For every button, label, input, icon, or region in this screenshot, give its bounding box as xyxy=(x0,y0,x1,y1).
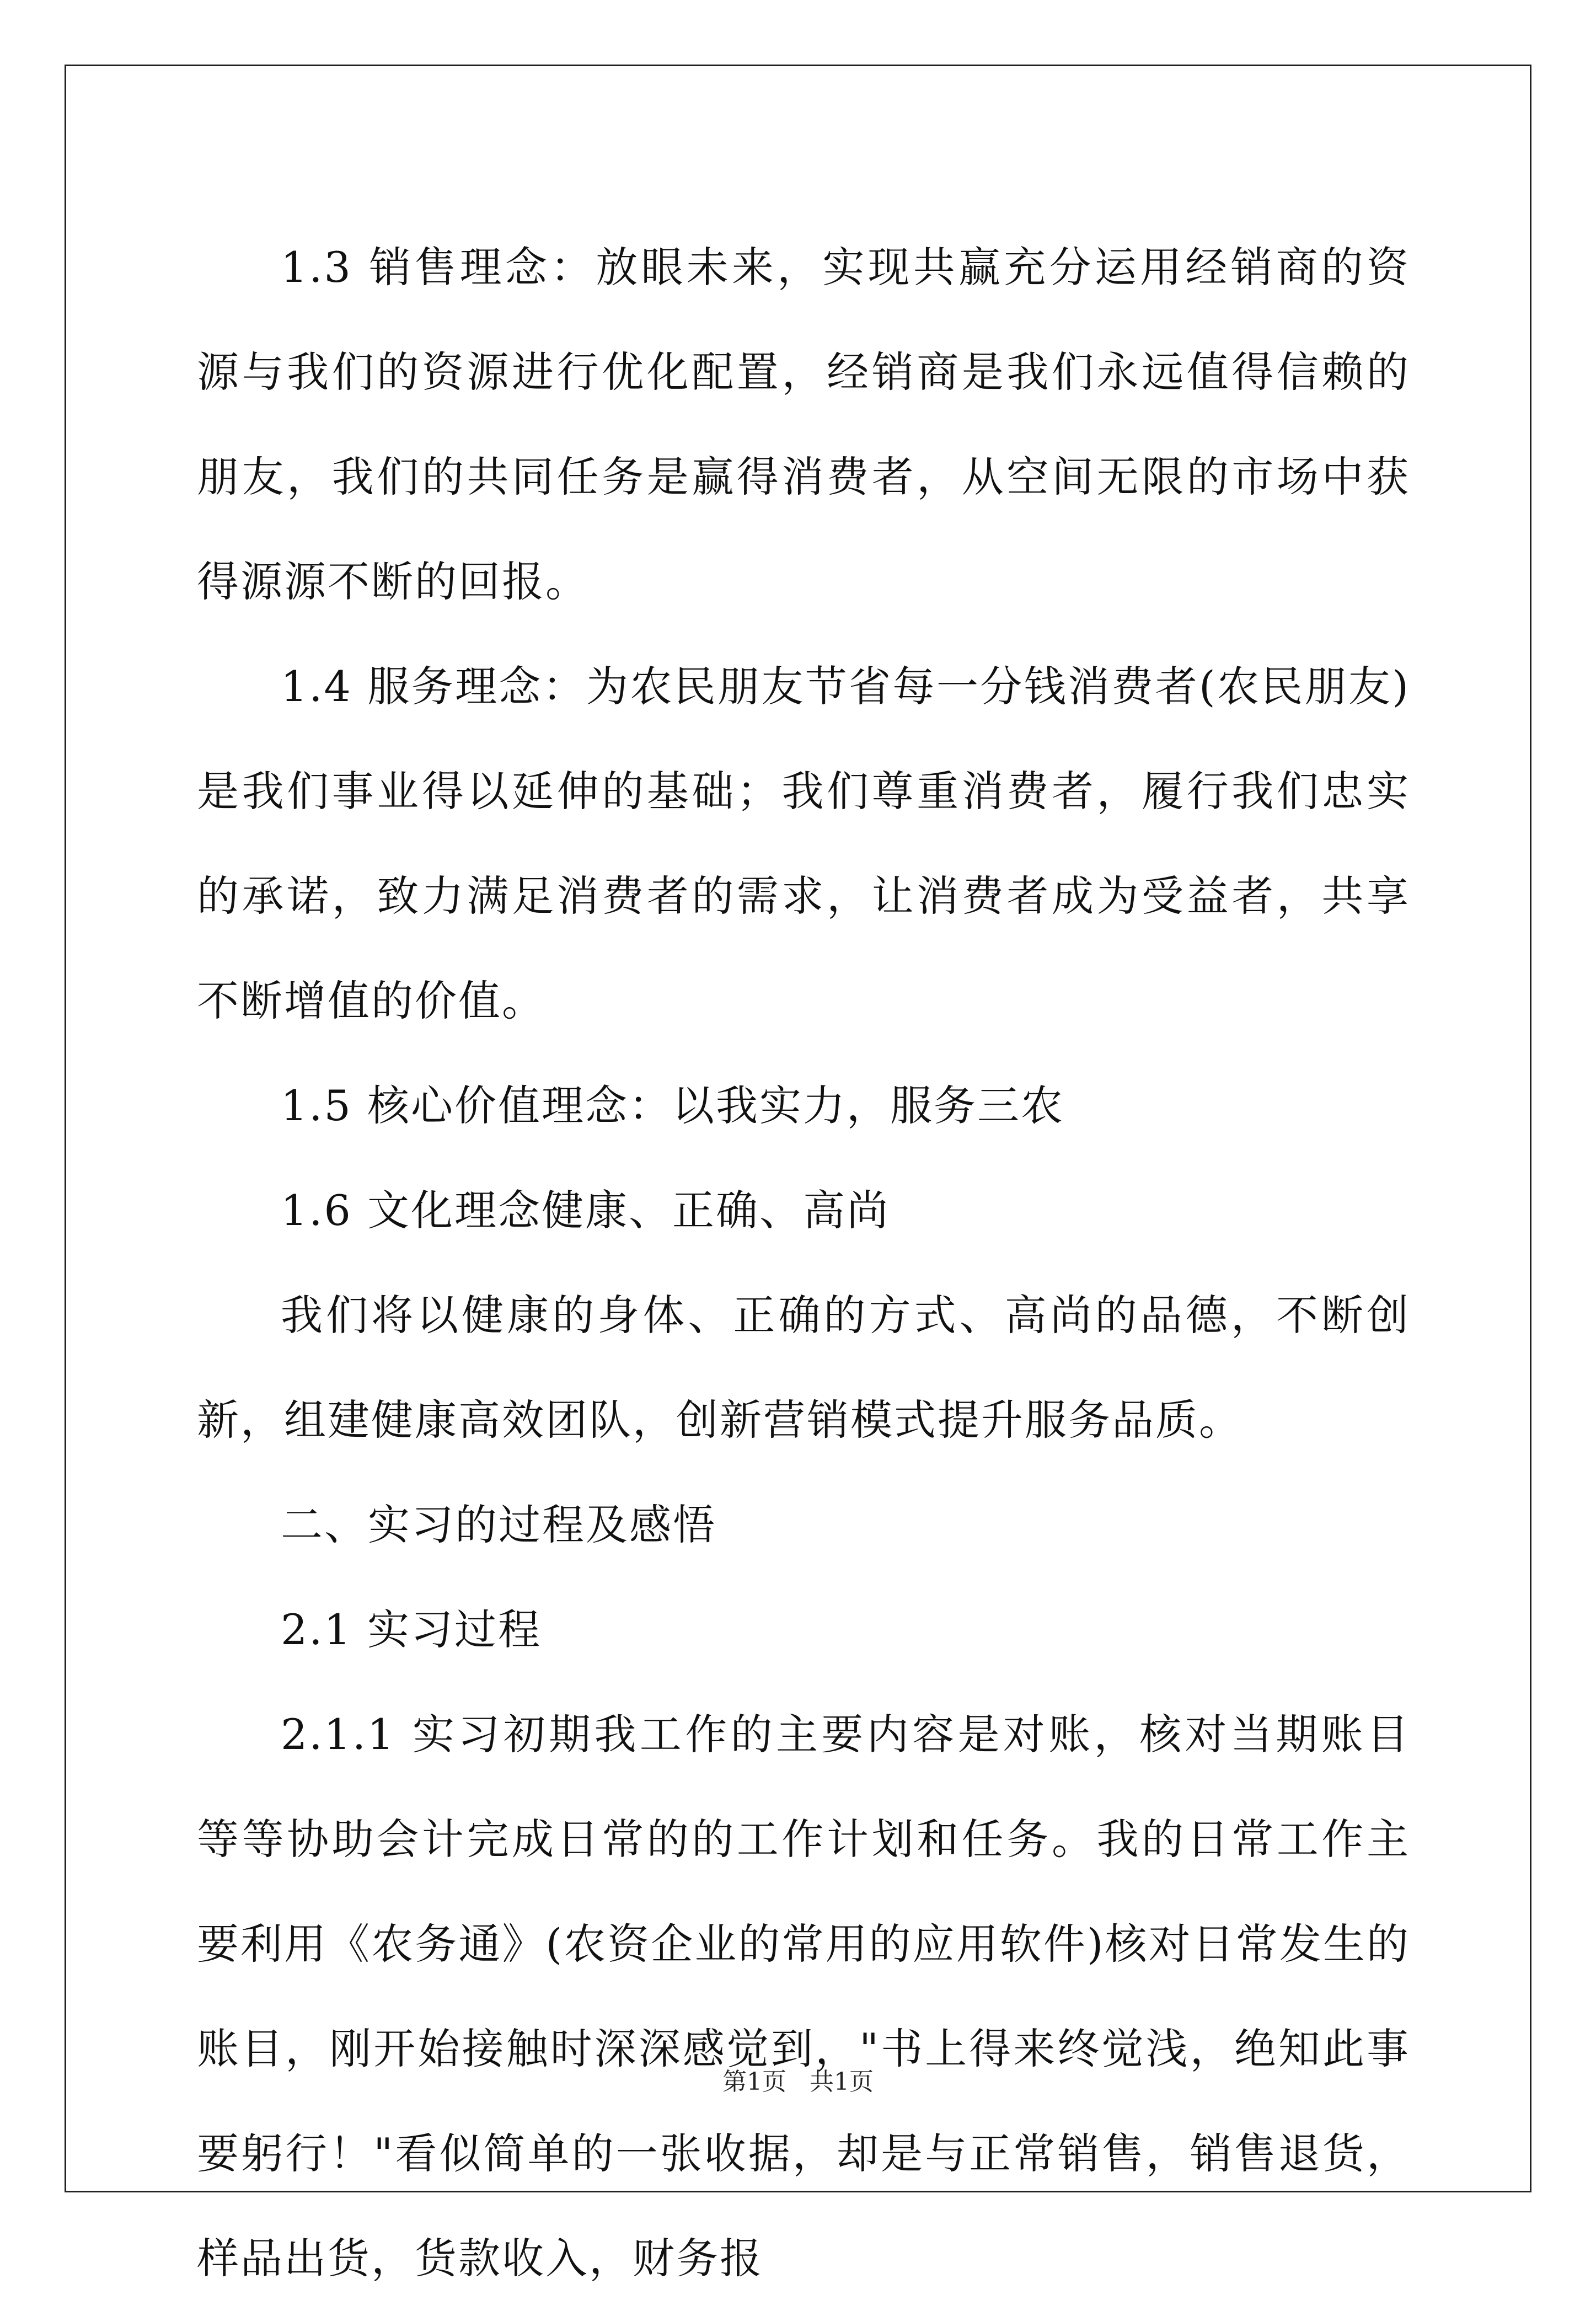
paragraph-service-philosophy: 1.4 服务理念：为农民朋友节省每一分钱消费者(农民朋友)是我们事业得以延伸的基础；我们尊重消费者，履行我们忠实的承诺，致力满足消费者的需求，让消费者成为受益者，共享不断增值的价值。 xyxy=(197,662,1410,1025)
section-heading-internship: 二、实习的过程及感悟 xyxy=(281,1500,716,1549)
paragraph-internship-early: 2.1.1 实习初期我工作的主要内容是对账，核对当期账目等等协助会计完成日常的的工作计划和任务。我的日常工作主要利用《农务通》(农资企业的常用的应用软件)核对日常发生的账目，刚开始接触时深深感觉到，"书上得来终觉浅，绝知此事要躬行！"看似简单的一张收据，却是与正常销售，销售退货，样品出货，货款收入，财务报 xyxy=(197,1710,1410,2283)
page-number-total: 共1页 xyxy=(809,2068,874,2096)
page-number-current: 第1页 xyxy=(722,2068,787,2096)
paragraph-culture-detail: 我们将以健康的身体、正确的方式、高尚的品德，不断创新，组建健康高效团队，创新营销模式提升服务品质。 xyxy=(197,1291,1410,1445)
paragraph-sales-philosophy: 1.3 销售理念：放眼未来，实现共赢充分运用经销商的资源与我们的资源进行优化配置，经销商是我们永远值得信赖的朋友，我们的共同任务是赢得消费者，从空间无限的市场中获得源源不断的回报。 xyxy=(197,243,1410,606)
paragraph-culture-philosophy: 1.6 文化理念健康、正确、高尚 xyxy=(281,1186,891,1235)
document-body xyxy=(197,215,1410,2311)
paragraph-core-value: 1.5 核心价值理念：以我实力，服务三农 xyxy=(281,1081,1065,1130)
subsection-heading-process: 2.1 实习过程 xyxy=(281,1605,542,1654)
page-footer xyxy=(0,2062,1596,2097)
